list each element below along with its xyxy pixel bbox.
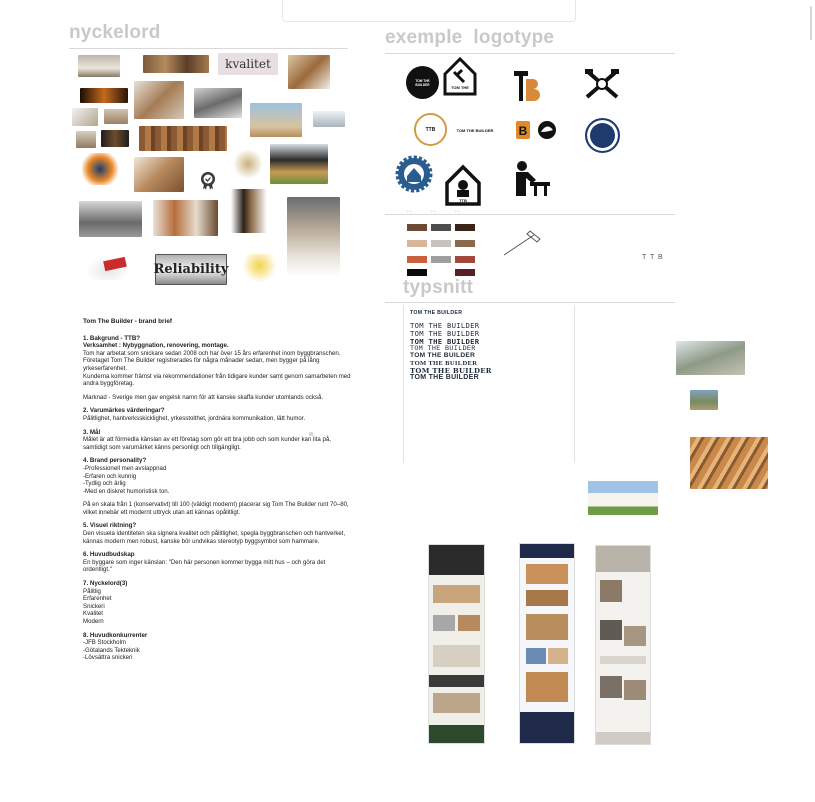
shelf-image[interactable] <box>143 55 209 73</box>
aerial-town-image[interactable] <box>690 390 718 410</box>
reliability-tag-image[interactable] <box>86 256 130 280</box>
color-swatch[interactable] <box>431 256 451 263</box>
brief-s6-text: En byggare som inger känslan: "Den här personen kommer bygga mitt hus – och göra det ordentligt." <box>83 558 326 574</box>
brief-s2-heading: 2. Varumärkes värderingar? <box>83 407 165 415</box>
logos-divider <box>385 53 675 54</box>
workbench-image[interactable] <box>194 88 242 118</box>
swatch-label-row: • • • <box>455 209 460 213</box>
brief-s7-item: Snickeri <box>83 602 105 610</box>
brief-s1-line1: Verksamhet : Nybyggnation, renovering, montage. <box>83 342 229 350</box>
brief-s1-market: Marknad - Sverige men gav engelsk namn för att kanske skaffa kunder utomlands också. <box>83 393 324 401</box>
color-swatch[interactable] <box>407 256 427 263</box>
brief-s7-heading: 7. Nyckelord(3) <box>83 580 128 588</box>
tools-image[interactable] <box>72 108 98 126</box>
logo-text: TTB <box>425 126 436 133</box>
hammer-b-logo-icon[interactable] <box>512 69 542 103</box>
color-swatch[interactable] <box>455 240 475 247</box>
font-sample: TOM THE BUILDER <box>410 360 478 367</box>
fonts-divider <box>385 302 675 303</box>
mockup-block <box>526 564 568 584</box>
bar-stool-image[interactable] <box>231 189 267 233</box>
font-sample: TOM THE BUILDER <box>410 374 479 381</box>
brief-s6-heading: 6. Huvudbudskap <box>83 551 135 559</box>
brief-s7-item: Kvalitet <box>83 610 103 618</box>
mockup-block <box>433 585 480 603</box>
house-sketch-image[interactable] <box>313 111 345 127</box>
brief-s4-scale: På en skala från 1 (konservativt) till 100 (väldigt modernt) placerar sig Tom The Builder runt 70–80, vilket innebär ett modernt uttryck utan att kännas opålitligt. <box>83 501 349 516</box>
color-swatch[interactable] <box>431 240 451 247</box>
brief-s7-item: Pålitlig <box>83 587 101 595</box>
figurine-image[interactable] <box>234 148 262 180</box>
mockup-block <box>624 626 646 646</box>
fonts-title: typsnitt <box>403 277 474 298</box>
mockup-footer <box>429 725 484 743</box>
brief-s4-item: -Med en diskret humoristisk ton. <box>83 487 170 495</box>
mockup-block <box>526 590 568 606</box>
mockup-block <box>526 672 568 702</box>
mockup-block <box>526 614 568 640</box>
mockup-footer <box>520 712 574 743</box>
color-swatch[interactable] <box>431 269 451 276</box>
kitchen-image[interactable] <box>78 55 120 77</box>
red-tag-shape <box>103 257 127 271</box>
carpenter-silhouette-logo-icon[interactable] <box>508 158 552 198</box>
brief-s1-text2: Kunderna kommer främst via rekommendationer från tidigare kunder samt genom samarbeten med andra byggföretag. <box>83 372 351 388</box>
mockup-dark-band <box>429 675 484 687</box>
brief-s3-heading: 3. Mål <box>83 428 101 436</box>
brief-s2-text: Pålitlighet, hantverksskicklighet, yrkesstolthet, jordnära kommunikation, lätt humor. <box>83 414 306 422</box>
mockup-block <box>433 645 480 667</box>
brief-s8-item: -Lövsättra snickeri <box>83 654 133 662</box>
trust-figures-image[interactable] <box>237 254 282 283</box>
mockup-block <box>458 615 480 631</box>
logo-text: TOM THE BUILDER <box>415 78 430 87</box>
brief-s5-text: Den visuela identiteten ska signera kvalitet och pålitlighet, spegla byggbranschen och hantverket, kännas modern men robust, kanske bör undvikas stereotyp byggsymbol som hammare. <box>83 530 346 545</box>
mockup-block <box>624 680 646 700</box>
mockup-block <box>433 693 480 713</box>
logo-text: TOM THE BUILDER <box>456 127 494 133</box>
mockup-block <box>526 648 546 664</box>
head-gears-image[interactable] <box>82 153 122 185</box>
color-swatch[interactable] <box>407 224 427 231</box>
brief-title: Tom The Builder - brand brief <box>83 318 172 325</box>
reliability-word: Reliability <box>153 262 229 277</box>
chisels-image[interactable] <box>134 157 184 192</box>
hand-tool-image[interactable] <box>76 131 96 148</box>
logo-house-ttb-circle[interactable] <box>414 113 447 146</box>
mockup-block <box>600 620 622 640</box>
swatch-label-row: • • • <box>407 209 412 213</box>
quality-word: kvalitet <box>225 57 271 71</box>
white-house-image[interactable] <box>588 481 658 515</box>
keywords-divider <box>69 48 348 49</box>
font-sample: TOM THE BUILDER <box>410 321 480 330</box>
brief-s4-item: -Professionell men avslappnad <box>83 464 167 472</box>
website-mockup-1[interactable] <box>428 544 485 744</box>
carpenter-image[interactable] <box>288 55 330 89</box>
fonts-left-border <box>403 305 404 463</box>
gear-house-logo-icon[interactable] <box>395 155 433 193</box>
keywords-title: nyckelord <box>69 22 161 43</box>
kitchen-interior-image[interactable] <box>79 201 142 237</box>
mockup-block <box>433 615 455 631</box>
brief-s4-heading: 4. Brand personality? <box>83 457 147 465</box>
b-with-leaf-logo-icon[interactable] <box>514 118 558 142</box>
font-sample: TOM THE BUILDER <box>410 337 480 346</box>
brief-s5-heading: 5. Visuel riktning? <box>83 522 137 530</box>
font-sample: TOM THE BUILDER <box>410 329 480 338</box>
house-worker-logo-icon[interactable] <box>444 163 482 207</box>
logo-tom-the-builder-roof[interactable] <box>455 115 495 145</box>
font-sample: TOM THE BUILDER <box>410 367 492 375</box>
brief-s1-text: Tom har arbetat som snickare sedan 2008 och har över 15 års erfarenhet inom byggbranschen. Företaget Tom The Builder registrerades för några månader sedan, men bygger på lång yrkeserfarenhet. <box>83 349 341 372</box>
mockup-hero <box>596 546 650 572</box>
font-sample: TOM THE BUILDER <box>410 310 463 316</box>
reliability-word-image[interactable] <box>155 254 227 285</box>
color-swatch[interactable] <box>431 224 451 231</box>
website-mockup-2[interactable] <box>519 543 575 744</box>
swatch-label-row: • • • <box>431 209 436 213</box>
construction-site-image[interactable] <box>250 103 302 137</box>
mockup-block <box>600 580 622 602</box>
fonts-right-border <box>574 305 575 463</box>
quality-badge-icon <box>198 170 218 190</box>
logos-title: exemple logotype <box>385 27 555 48</box>
brief-marker-dot <box>309 432 313 436</box>
logo-round-seal[interactable] <box>585 118 620 153</box>
brief-s7-item: Erfarenhet <box>83 595 112 603</box>
color-swatch[interactable] <box>455 224 475 231</box>
brief-s4-item: -Erfaren och kunnig <box>83 472 137 480</box>
monogram-sketch: T T B <box>642 254 664 261</box>
brief-s1-heading: 1. Bakgrund - TTB? <box>83 334 141 342</box>
wood-rack-image[interactable] <box>101 130 129 147</box>
woodworker-image[interactable] <box>134 81 184 119</box>
lumber-image[interactable] <box>139 126 227 151</box>
logo-text: TTB <box>459 198 467 203</box>
brief-s8-item: -Götalands Tekteknik <box>83 646 140 654</box>
badge-image[interactable] <box>104 109 128 124</box>
scrollbar-thumb[interactable] <box>810 6 812 40</box>
svg-text:B: B <box>518 124 528 138</box>
aerial-buildings-image[interactable] <box>676 341 745 375</box>
mockup-hero <box>429 545 484 575</box>
quality-word-image[interactable] <box>218 53 278 75</box>
sunset-image[interactable] <box>80 88 128 103</box>
brief-s4-item: -Tydlig och ärlig <box>83 480 126 488</box>
house-hammer-logo-icon[interactable] <box>442 54 478 98</box>
mockup-block <box>600 676 622 698</box>
brief-s7-item: Modern <box>83 618 104 625</box>
bathroom-image[interactable] <box>287 197 340 277</box>
website-mockup-3[interactable] <box>595 545 651 745</box>
font-sample: TOM THE BUILDER <box>410 352 476 359</box>
color-swatch[interactable] <box>455 269 475 276</box>
mockup-footer <box>596 732 650 744</box>
svg-text:TOM THE: TOM THE <box>451 85 469 90</box>
mockup-block <box>600 656 646 664</box>
colors-divider <box>385 214 675 215</box>
hammer-sketch-icon <box>500 229 548 259</box>
brief-s3-text: Målet är att förmedla känslan av ett företag som gör ett bra jobb och som kunder kan lita på, samtidigt som varumärket känns personligt och tillgängligt. <box>83 436 331 451</box>
mockup-hero <box>520 544 574 558</box>
crossed-tools-logo-icon[interactable] <box>583 67 621 101</box>
mockup-block <box>548 648 568 664</box>
font-sample: TOM THE BUILDER <box>410 345 476 353</box>
brief-s8-item: -JFB Stockholm <box>83 639 127 647</box>
color-swatch[interactable] <box>407 240 427 247</box>
brand-brief <box>83 318 353 662</box>
color-swatch[interactable] <box>455 256 475 263</box>
brief-s8-heading: 8. Huvudkonkurrenter <box>83 631 148 639</box>
living-room-image[interactable] <box>153 200 218 236</box>
canvas-top-frame <box>282 0 576 22</box>
modern-house-image[interactable] <box>270 144 328 184</box>
color-swatch[interactable] <box>407 269 427 276</box>
logo-circle-tom-the-builder[interactable] <box>406 66 439 99</box>
timber-construction-image[interactable] <box>690 437 768 489</box>
